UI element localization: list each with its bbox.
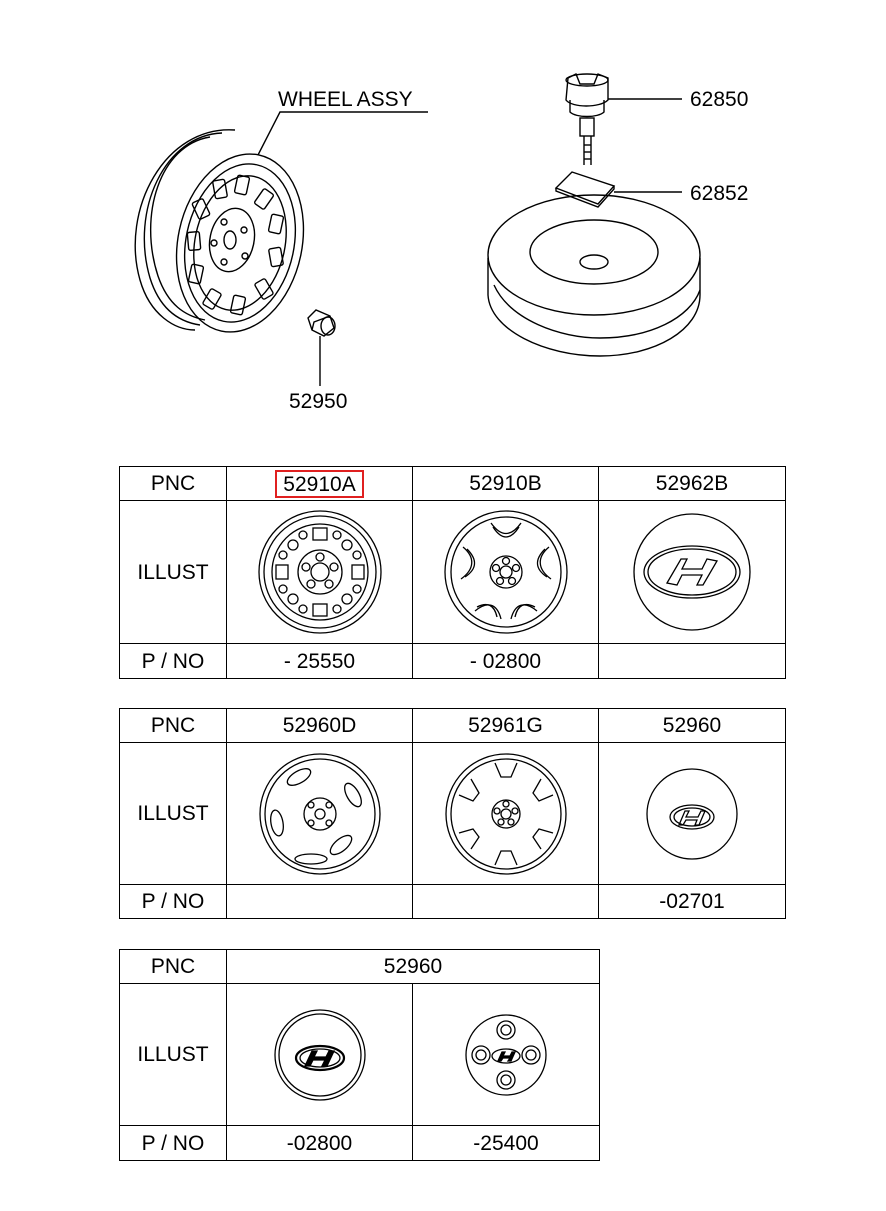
- row-label-pnc: PNC: [120, 950, 227, 984]
- lug-nut-icon: [308, 310, 335, 336]
- pno-cell: [599, 644, 786, 679]
- row-label-pno: P / NO: [120, 885, 227, 919]
- row-label-pno: P / NO: [120, 644, 227, 679]
- parts-table-2: [119, 708, 786, 919]
- pno-cell: -02800: [227, 1126, 413, 1161]
- jack-part-number: 62850: [690, 88, 749, 111]
- row-label-illust: ILLUST: [120, 743, 227, 885]
- pnc-cell: 52960D: [227, 709, 413, 743]
- pno-cell: - 25550: [227, 644, 413, 679]
- pno-cell: -02701: [599, 885, 786, 919]
- pnc-highlighted[interactable]: 52910A: [275, 470, 363, 498]
- row-label-pno: P / NO: [120, 1126, 227, 1161]
- hyundai-emblem-cap-icon: [627, 507, 757, 637]
- pnc-cell: [227, 467, 413, 501]
- illust-cell: [227, 984, 413, 1126]
- pno-cell: - 02800: [413, 644, 599, 679]
- wheel-assy-icon: [135, 130, 319, 344]
- steel-wheel-slotted-icon: [255, 507, 385, 637]
- pad-icon: [556, 172, 614, 207]
- nut-part-number: 52950: [289, 390, 348, 413]
- exploded-view-illustration: [0, 0, 886, 440]
- illust-cell: [413, 984, 600, 1126]
- center-cap-round-icon: [255, 990, 385, 1120]
- pad-part-number: 62852: [690, 182, 749, 205]
- illust-cell: [413, 743, 599, 885]
- wheel-cover-oval-vents-icon: [255, 749, 385, 879]
- row-label-illust: ILLUST: [120, 501, 227, 644]
- row-label-illust: ILLUST: [120, 984, 227, 1126]
- pnc-cell: 52910B: [413, 467, 599, 501]
- illust-cell: [599, 743, 786, 885]
- pnc-cell: 52961G: [413, 709, 599, 743]
- illust-cell: [227, 501, 413, 644]
- wheel-assy-label: WHEEL ASSY: [278, 88, 413, 111]
- parts-table-3: [119, 949, 600, 1161]
- alloy-wheel-5spoke-icon: [441, 507, 571, 637]
- pno-cell: [227, 885, 413, 919]
- illust-cell: [227, 743, 413, 885]
- illust-cell: [413, 501, 599, 644]
- wheel-cover-6spoke-icon: [441, 749, 571, 879]
- wheel-wrench-icon: [566, 74, 608, 165]
- pnc-cell: 52960: [599, 709, 786, 743]
- spare-tire-icon: [488, 195, 700, 356]
- pno-cell: [413, 885, 599, 919]
- parts-table-1: [119, 466, 786, 679]
- pno-cell: -25400: [413, 1126, 600, 1161]
- row-label-pnc: PNC: [120, 709, 227, 743]
- row-label-pnc: PNC: [120, 467, 227, 501]
- illust-cell: [599, 501, 786, 644]
- center-cap-lug-icon: [441, 990, 571, 1120]
- pnc-cell: 52962B: [599, 467, 786, 501]
- pnc-cell: 52960: [227, 950, 600, 984]
- center-cap-small-icon: [627, 749, 757, 879]
